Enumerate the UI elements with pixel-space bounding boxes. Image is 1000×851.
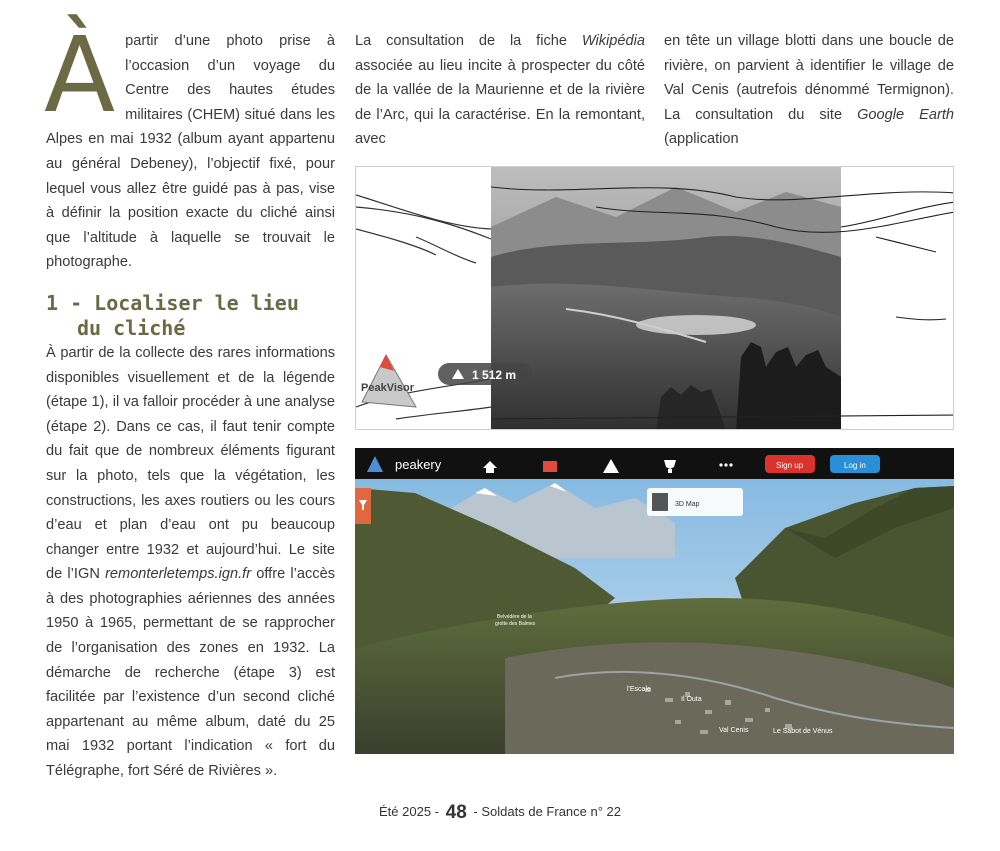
intro-paragraph [44, 14, 335, 275]
middle-text-1: La consultation de la fiche [355, 33, 582, 49]
peakvisor-logo [362, 355, 416, 407]
label-sabot: Le Sabot de Vénus [773, 728, 833, 735]
body-text-2: offre l’accès à des photographies aériennes des années 1950 à 1965, permettant de se rapprocher de l’organisation des zones en 1932. La démarche de recherche (étape 3) est facilitée par l’existence d’un second cliché appartenant au même album, daté du 25 mai 1932 portant l’indication « fort du Télégraphe, fort Séré de Rivières ». [46, 566, 335, 780]
more-icon[interactable] [719, 463, 732, 466]
footer-season: Été 2025 [379, 804, 432, 819]
column-right [664, 29, 954, 152]
peakvisor-logo-text: PeakVisor [361, 382, 415, 394]
label-belvedere-2: grotte des Balmes [495, 621, 536, 627]
middle-text-2: associée au lieu incite à prospecter du côté de la vallée de la Maurienne et de la rivière de l’Arc, qui la caractérise. En la remontant, avec [355, 57, 645, 148]
map-thumbnail [652, 493, 668, 511]
footer-dash-2: - [473, 804, 478, 819]
altitude-label: 1 512 m [472, 368, 517, 382]
google-earth-text: Google Earth [857, 106, 955, 123]
footer-dash-1: - [434, 804, 440, 819]
peakery-figure [355, 448, 954, 754]
body-paragraph [46, 341, 335, 784]
signup-label: Sign up [776, 461, 804, 470]
map-icon[interactable] [543, 461, 557, 472]
section-heading [46, 291, 335, 341]
right-paragraph [664, 29, 954, 152]
heading-line-1: 1 - Localiser le lieu [46, 290, 299, 315]
label-escale: l'Escale [627, 686, 651, 693]
column-left [44, 14, 335, 784]
peakery-svg [355, 448, 954, 754]
login-label: Log in [844, 461, 866, 470]
label-outa: Il Outa [681, 696, 702, 703]
label-belvedere-1: Belvédère de la [497, 614, 532, 620]
wikipedia-text: Wikipédia [581, 33, 645, 49]
label-val-cenis: Val Cenis [719, 727, 749, 734]
historic-photo [491, 167, 841, 430]
body-text-1: À partir de la collecte des rares informations disponibles visuellement et de la légende (étape 1), il va falloir procéder à une analyse (étape 2). Dans ce cas, il faut tenir compte du fait que de nombreux éléments figurant sur la photo, tels que la végétation, les constructions, les axes routiers ou les cours d’eau et plan d’eau ont pu beaucoup changer entre 1932 et aujourd’hui. Le site de l’IGN [46, 344, 335, 583]
map-popup-label: 3D Map [675, 501, 700, 508]
page-number: 48 [445, 802, 467, 823]
peakery-brand: peakery [395, 457, 442, 472]
heading-line-2: du cliché [77, 315, 186, 340]
column-middle [355, 29, 645, 152]
middle-paragraph [355, 29, 645, 152]
ign-link-text: remonterletemps.ign.fr [105, 566, 252, 583]
right-text-2: (application [664, 131, 739, 148]
drop-cap: À [44, 14, 116, 136]
footer-magazine: Soldats de France n° 22 [481, 804, 621, 819]
peakvisor-svg [356, 167, 954, 430]
right-text-1: en tête un village blotti dans une boucle de rivière, on parvient à identifier le village de Val Cenis (autrefois dénommé Termignon). La consultation du site [664, 33, 954, 123]
intro-text: partir d’une photo prise à l’occasion d’un voyage du Centre des hautes études militaires (CHEM) situé dans les Alpes en mai 1932 (album ayant appartenu au général Debeney), l’objectif fixé, pour lequel vous allez être guidé pas à pas, vise à définir la position exacte du cliché ainsi que l’altitude à laquelle se trouvait le photographe. [46, 33, 335, 271]
peakvisor-figure [355, 166, 954, 430]
page-footer [0, 802, 1000, 824]
